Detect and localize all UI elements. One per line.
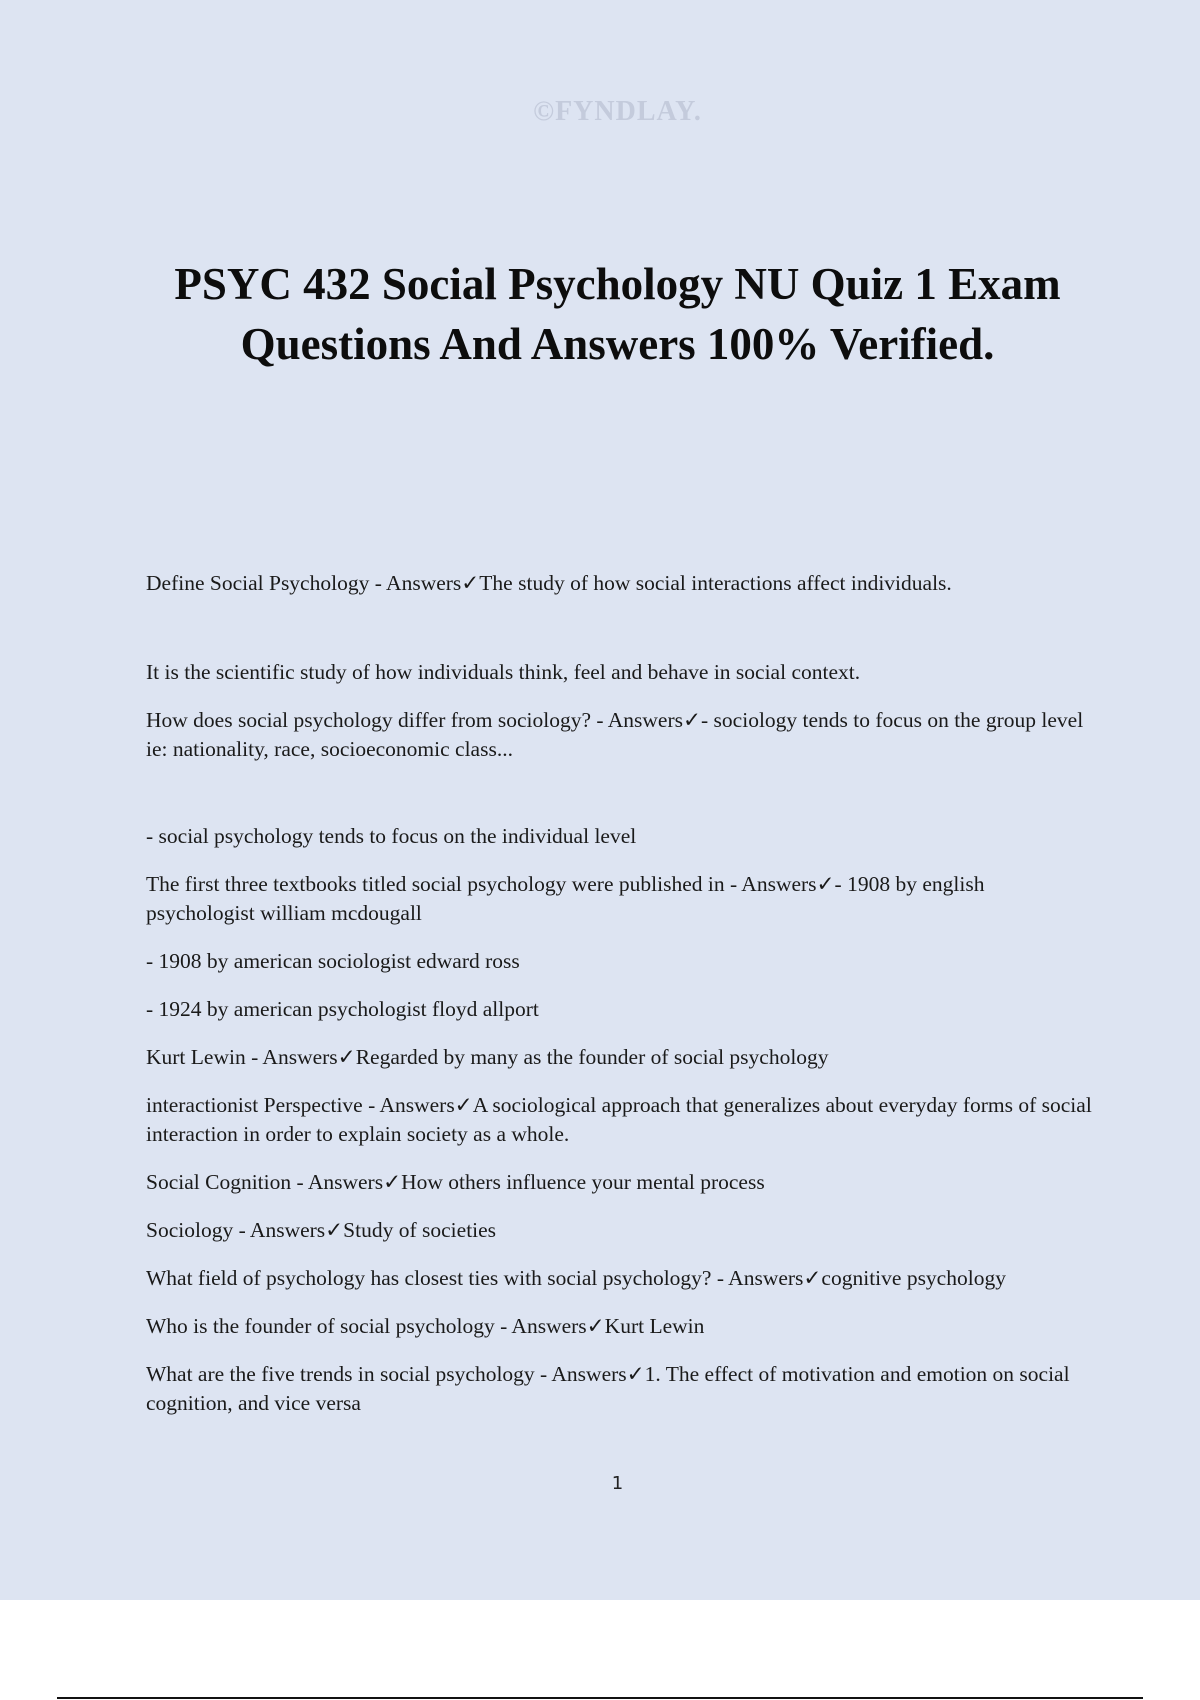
paragraph: - 1908 by american sociologist edward ross <box>146 949 520 973</box>
paragraph: The first three textbooks titled social psychology were published in - Answers✓- 1908 by english psychologist william mcdougall <box>146 872 985 925</box>
paragraph: Who is the founder of social psychology - Answers✓Kurt Lewin <box>146 1314 705 1338</box>
watermark: ©FYNDLAY. <box>533 96 702 127</box>
paragraph: What field of psychology has closest ties with social psychology? - Answers✓cognitive psychology <box>146 1266 1006 1290</box>
paragraph: Kurt Lewin - Answers✓Regarded by many as the founder of social psychology <box>146 1045 829 1069</box>
paragraph: What are the five trends in social psychology - Answers✓1. The effect of motivation and emotion on social cognition, and vice versa <box>146 1362 1070 1415</box>
paragraph: Sociology - Answers✓Study of societies <box>146 1218 497 1242</box>
paragraph: interactionist Perspective - Answers✓A sociological approach that generalizes about everyday forms of social interaction in order to explain society as a whole. <box>146 1093 1092 1146</box>
page-number: 1 <box>611 1473 624 1494</box>
document-title: PSYC 432 Social Psychology NU Quiz 1 Exam Questions And Answers 100% Verified. <box>174 259 1061 369</box>
paragraph: It is the scientific study of how individuals think, feel and behave in social context. <box>146 660 861 684</box>
paragraph: - 1924 by american psychologist floyd allport <box>146 997 539 1021</box>
paragraph: How does social psychology differ from sociology? - Answers✓- sociology tends to focus on the group level ie: nationality, race, socioeconomic class... <box>146 708 1084 761</box>
paragraph: - social psychology tends to focus on the individual level <box>146 824 637 848</box>
paragraph: Social Cognition - Answers✓How others influence your mental process <box>146 1170 765 1194</box>
divider <box>57 1697 1143 1699</box>
paragraph: Define Social Psychology - Answers✓The study of how social interactions affect individuals. <box>146 571 952 595</box>
document-body <box>146 569 1096 1437</box>
